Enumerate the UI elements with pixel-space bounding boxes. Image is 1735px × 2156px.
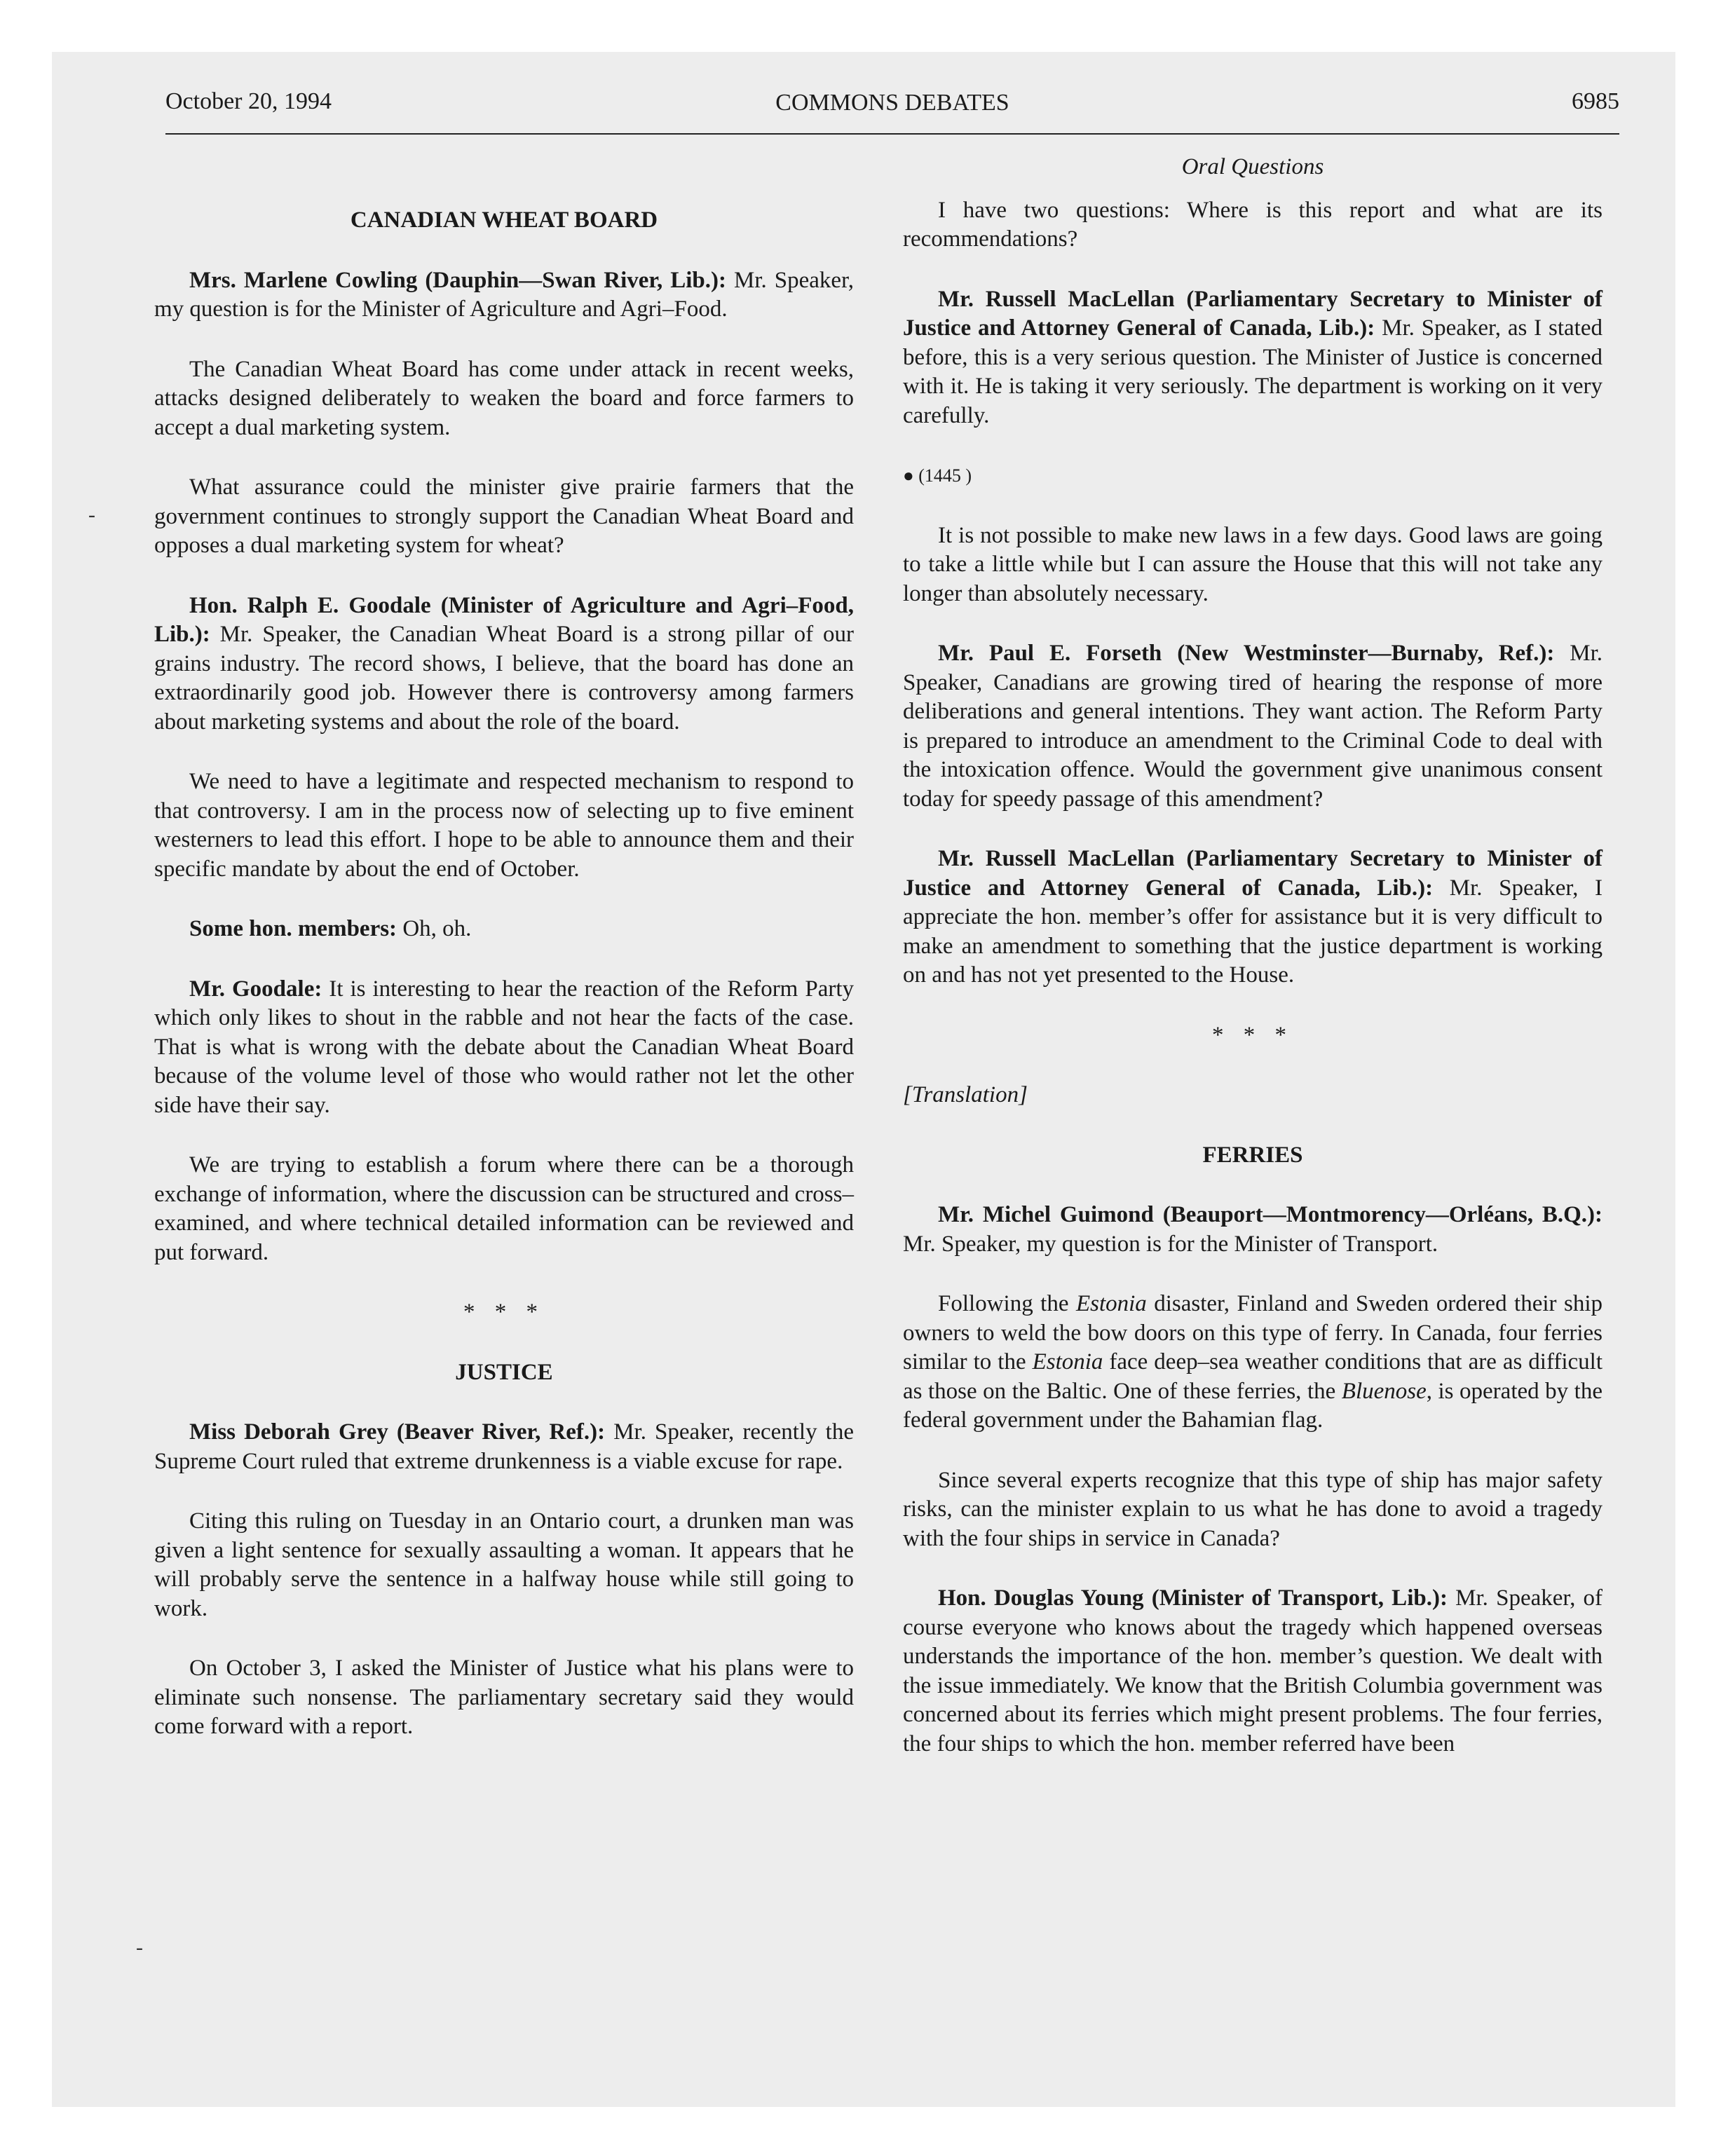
paragraph: Miss Deborah Grey (Beaver River, Ref.): Mr. Speaker, recently the Supreme Court ruled that extreme drunkenness is a viable excuse for rape. (154, 1419, 854, 1474)
left-column (154, 153, 854, 1773)
section-heading: JUSTICE (455, 1359, 553, 1385)
speaker-name: Mrs. Marlene Cowling (Dauphin—Swan River, Lib.): (189, 267, 727, 293)
paragraph: Citing this ruling on Tuesday in an Ontario court, a drunken man was given a light sentence for sexually assaulting a woman. It appears that he will probably serve the sentence in a halfway house while still going to work. (154, 1508, 854, 1621)
page-header (165, 83, 1619, 135)
section-heading: FERRIES (1202, 1142, 1303, 1168)
section-divider: * * * (463, 1299, 545, 1325)
paragraph: Hon. Douglas Young (Minister of Transport, Lib.): Mr. Speaker, of course everyone who knows about the tragedy which happened overseas understands the importance of the hon. member’s question. We dealt with the issue immediately. We know that the British Columbia government was concerned about its ferries which might present problems. The four ferries, the four ships to which the hon. member referred have been (903, 1585, 1603, 1756)
ship-name: Estonia (1075, 1291, 1147, 1316)
paragraph: On October 3, I asked the Minister of Justice what his plans were to eliminate such nonsense. The parliamentary secretary said they would come forward with a report. (154, 1656, 854, 1739)
paragraph: Some hon. members: Oh, oh. (189, 916, 472, 941)
paragraph: I have two questions: Where is this report and what are its recommendations? (903, 197, 1603, 252)
paragraph: What assurance could the minister give prairie farmers that the government continues to strongly support the Canadian Wheat Board and opposes a dual marketing system for wheat? (154, 475, 854, 558)
running-head: Oral Questions (1181, 154, 1324, 179)
translation-note: [Translation] (903, 1082, 1028, 1107)
header-date: October 20, 1994 (165, 88, 332, 114)
header-page-number: 6985 (1572, 88, 1619, 114)
speaker-name: Mr. Russell MacLellan (Parliamentary Secretary to Minister of Justice and Attorney General of Canada, Lib.): (903, 846, 1603, 901)
right-column (903, 153, 1603, 1789)
margin-mark: - (136, 1936, 143, 1959)
paragraph: The Canadian Wheat Board has come under attack in recent weeks, attacks designed deliberately to weaken the board and force farmers to accept a dual marketing system. (154, 356, 854, 440)
speaker-name: Mr. Goodale: (189, 976, 322, 1002)
section-heading: CANADIAN WHEAT BOARD (350, 207, 658, 233)
time-marker: ● (1445 ) (903, 465, 972, 486)
paragraph: We need to have a legitimate and respected mechanism to respond to that controversy. I am in the process now of selecting up to five eminent westerners to lead this effort. I hope to be able to announce them and their specific mandate by about the end of October. (154, 769, 854, 882)
speaker-name: Mr. Russell MacLellan (Parliamentary Secretary to Minister of Justice and Attorney General of Canada, Lib.): (903, 286, 1603, 341)
paragraph: Mr. Paul E. Forseth (New Westminster—Burnaby, Ref.): Mr. Speaker, Canadians are growing tired of hearing the response of more deliberations and general intentions. They want action. The Reform Party is prepared to introduce an amendment to the Criminal Code to deal with the intoxication offence. Would the government give unanimous consent today for speedy passage of this amendment? (903, 641, 1603, 812)
speaker-name: Hon. Douglas Young (Minister of Transport, Lib.): (938, 1585, 1448, 1611)
speaker-name: Mr. Paul E. Forseth (New Westminster—Burnaby, Ref.): (938, 641, 1555, 666)
paragraph: It is not possible to make new laws in a few days. Good laws are going to take a little while but I can assure the House that this will not take any longer than absolutely necessary. (903, 522, 1603, 606)
margin-mark: - (88, 503, 95, 526)
paragraph: Following the Estonia disaster, Finland and Sweden ordered their ship owners to weld the bow doors on this type of ferry. In Canada, four ferries similar to the Estonia face deep–sea weather conditions that are as difficult as those on the Baltic. One of these ferries, the Bluenose, is operated by the federal government under the Bahamian flag. (903, 1291, 1603, 1433)
ship-name: Bluenose (1341, 1378, 1427, 1404)
paragraph: Mr. Russell MacLellan (Parliamentary Secretary to Minister of Justice and Attorney General of Canada, Lib.): Mr. Speaker, I appreciate the hon. member’s offer for assistance but it is very difficult to make an amendment to something that the justice department is working on and has not yet presented to the House. (903, 846, 1603, 988)
paragraph: Hon. Ralph E. Goodale (Minister of Agriculture and Agri–Food, Lib.): Mr. Speaker, the Canadian Wheat Board is a strong pillar of our grains industry. The record shows, I believe, that the board has done an extraordinarily good job. However there is controversy among farmers about marketing systems and about the role of the board. (154, 592, 854, 735)
ship-name: Estonia (1032, 1349, 1103, 1374)
paragraph: We are trying to establish a forum where there can be a thorough exchange of information, where the discussion can be structured and cross–examined, and where technical detailed information can be reviewed and put forward. (154, 1152, 854, 1265)
speaker-name: Miss Deborah Grey (Beaver River, Ref.): (189, 1419, 606, 1445)
paragraph: Mr. Russell MacLellan (Parliamentary Secretary to Minister of Justice and Attorney General of Canada, Lib.): Mr. Speaker, as I stated before, this is a very serious question. The Minister of Justice is concerned with it. He is taking it very seriously. The department is working on it very carefully. (903, 286, 1603, 428)
paragraph: Mr. Michel Guimond (Beauport—Montmorency—Orléans, B.Q.): Mr. Speaker, my question is for the Minister of Transport. (903, 1202, 1603, 1257)
paragraph: Since several experts recognize that this type of ship has major safety risks, can the minister explain to us what he has done to avoid a tragedy with the four ships in service in Canada? (903, 1467, 1603, 1551)
speaker-name: Hon. Ralph E. Goodale (Minister of Agriculture and Agri–Food, Lib.): (154, 592, 854, 647)
paragraph: Mr. Goodale: It is interesting to hear the reaction of the Reform Party which only likes to shout in the rabble and not hear the facts of the case. That is what is wrong with the debate about the Canadian Wheat Board because of the volume level of those who would rather not let the other side have their say. (154, 976, 854, 1118)
speaker-name: Some hon. members: (189, 916, 397, 941)
paragraph: Mrs. Marlene Cowling (Dauphin—Swan River, Lib.): Mr. Speaker, my question is for the Minister of Agriculture and Agri–Food. (154, 267, 854, 322)
speaker-name: Mr. Michel Guimond (Beauport—Montmorency—Orléans, B.Q.): (938, 1202, 1603, 1227)
section-divider: * * * (1212, 1022, 1293, 1048)
header-title: COMMONS DEBATES (775, 90, 1009, 116)
